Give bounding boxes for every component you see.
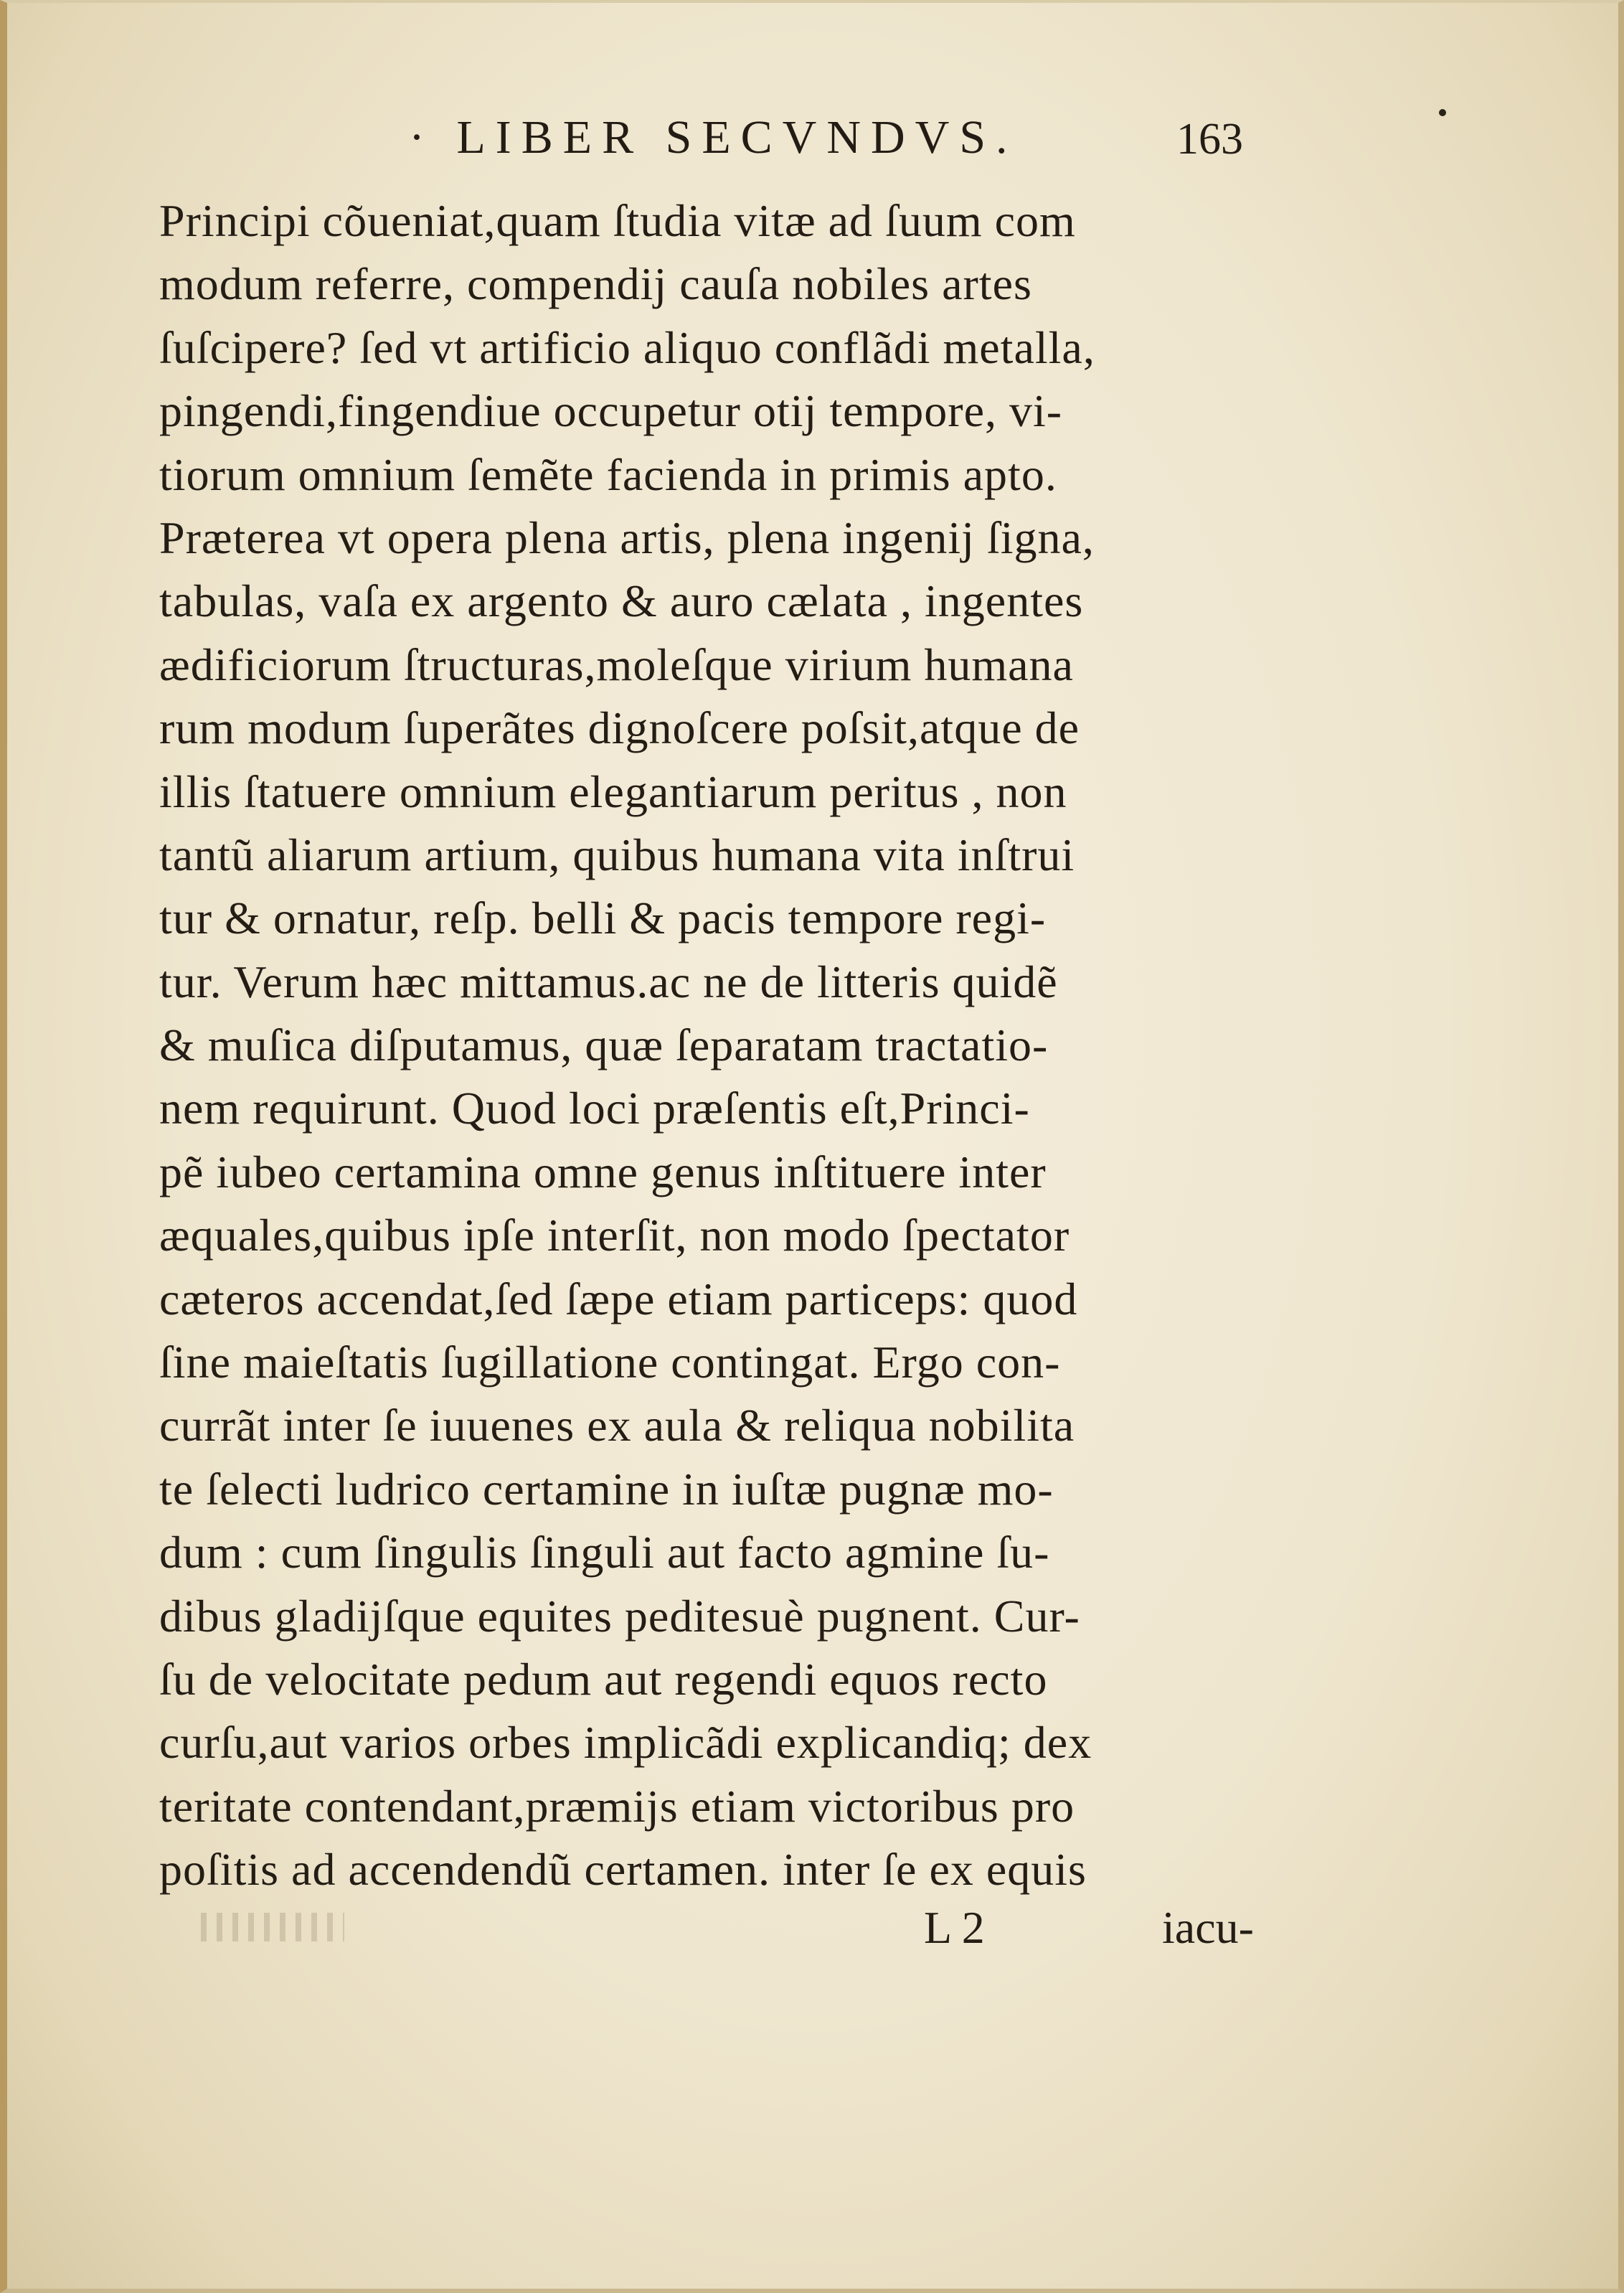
text-line: Principi cõueniat,quam ſtudia vitæ ad ſuum com xyxy=(159,195,1076,246)
text-line: illis ſtatuere omnium elegantiarum peritus , non xyxy=(159,766,1067,817)
text-line: poſitis ad accendendũ certamen. inter ſe ex equis xyxy=(159,1844,1087,1896)
text-line: dibus gladijſque equites peditesuè pugnent. Cur- xyxy=(159,1590,1080,1642)
text-line: teritate contendant,præmijs etiam victoribus pro xyxy=(159,1780,1075,1832)
text-line: Præterea vt opera plena artis, plena ingenij ſigna, xyxy=(159,512,1095,563)
ink-spot xyxy=(1439,109,1446,116)
signature-mark: L 2 xyxy=(924,1902,985,1953)
text-line: pingendi,fingendiue occupetur otij tempore, vi- xyxy=(159,385,1063,437)
body-text xyxy=(159,189,1278,1902)
text-line: & muſica diſputamus, quæ ſeparatam tractatio- xyxy=(159,1020,1049,1071)
text-line: æquales,quibus ipſe interſit, non modo ſpectator xyxy=(159,1210,1070,1261)
text-line: tabulas, vaſa ex argento & auro cælata , ingentes xyxy=(159,575,1084,627)
text-line: nem requirunt. Quod loci præſentis eſt,Princi- xyxy=(159,1083,1030,1134)
faint-offset-marks xyxy=(201,1913,344,1941)
text-line: modum referre, compendij cauſa nobiles artes xyxy=(159,258,1032,310)
text-line: tantũ aliarum artium, quibus humana vita inſtrui xyxy=(159,829,1075,880)
text-line: ædificiorum ſtructuras,moleſque virium humana xyxy=(159,639,1074,690)
text-line: pẽ iubeo certamina omne genus inſtituere inter xyxy=(159,1146,1047,1197)
text-line: ſine maieſtatis ſugillatione contingat. Ergo con- xyxy=(159,1337,1061,1388)
text-line: ſuſcipere? ſed vt artificio aliquo conflãdi metalla, xyxy=(159,321,1095,373)
text-line: tiorum omnium ſemẽte facienda in primis apto. xyxy=(159,448,1057,500)
text-line: te ſelecti ludrico certamine in iuſtæ pugnæ mo- xyxy=(159,1463,1054,1515)
text-line: tur & ornatur, reſp. belli & pacis tempore regi- xyxy=(159,893,1047,944)
catchword: iacu- xyxy=(1162,1902,1254,1953)
text-line: rum modum ſuperãtes dignoſcere poſsit,atque de xyxy=(159,702,1080,754)
text-line: dum : cum ſingulis ſinguli aut facto agmine ſu- xyxy=(159,1527,1050,1578)
text-line: cæteros accendat,ſed ſæpe etiam particeps: quod xyxy=(159,1273,1078,1324)
text-line: tur. Verum hæc mittamus.ac ne de litteris quidẽ xyxy=(159,956,1058,1007)
text-line: currãt inter ſe iuuenes ex aula & reliqua nobilita xyxy=(159,1400,1075,1451)
text-line: curſu,aut varios orbes implicãdi explicandiq; dex xyxy=(159,1717,1092,1769)
text-line: ſu de velocitate pedum aut regendi equos recto xyxy=(159,1653,1048,1705)
page-number: 163 xyxy=(1176,115,1243,164)
running-head: · LIBER SECVNDVS. xyxy=(409,111,1018,164)
